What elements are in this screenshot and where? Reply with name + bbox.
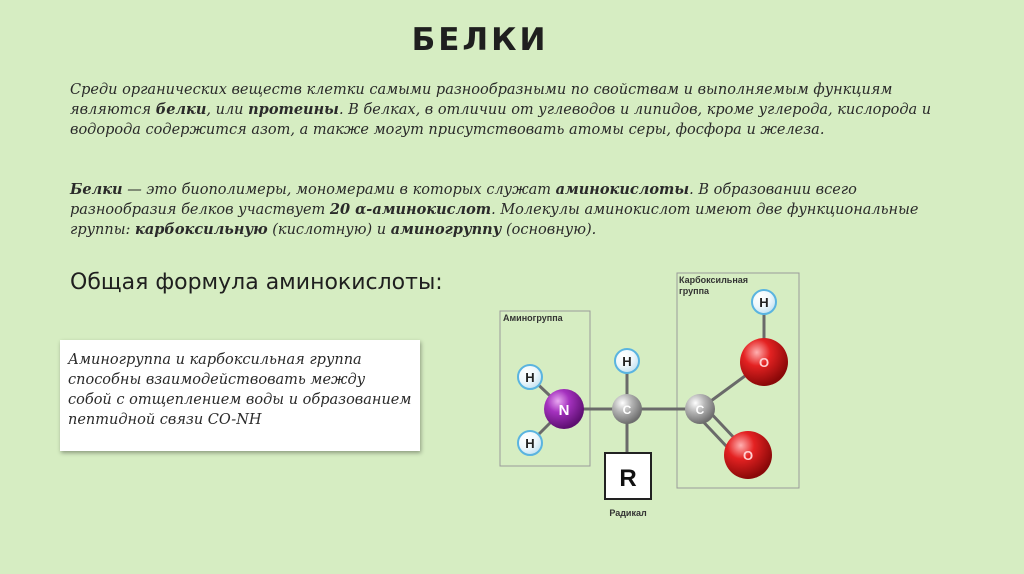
svg-text:H: H — [525, 436, 535, 451]
oxygen-atom-carbonyl — [724, 431, 772, 479]
amino-group-box — [500, 311, 590, 466]
definition-text-5: (основную). — [501, 222, 597, 238]
formula-subtitle: Общая формула аминокислоты: — [70, 270, 443, 295]
carboxyl-group-label-2: группа — [679, 286, 710, 296]
intro-paragraph — [70, 80, 950, 140]
definition-bold-1: Белки — [70, 181, 123, 198]
radical-symbol: R — [619, 465, 637, 492]
svg-text:N: N — [558, 402, 570, 419]
svg-text:H: H — [525, 370, 535, 385]
svg-text:H: H — [622, 354, 632, 369]
svg-text:C: C — [695, 403, 705, 417]
radical-label: Радикал — [609, 508, 647, 518]
definition-bold-5: аминогруппу — [390, 221, 502, 238]
definition-text-3: . Молекулы аминокислот имеют две функциональные группы: — [70, 202, 919, 238]
intro-text-3: . В белках, в отличии от углеводов и липидов, кроме углерода, кислорода и водорода содержится азот, а также могут присутствовать атомы серы, фосфора и железа. — [70, 102, 932, 138]
intro-text-1: Среди органических веществ клетки самыми разнообразными по свойствам и выполняемым функциям являются — [70, 82, 893, 118]
definition-bold-4: карбоксильную — [135, 221, 268, 238]
definition-paragraph — [70, 180, 950, 240]
definition-text-4: (кислотную) и — [267, 222, 391, 238]
intro-bold-proteins: белки — [155, 101, 207, 118]
carboxyl-group-label-1: Карбоксильная — [679, 275, 749, 285]
page-title: БЕЛКИ — [411, 22, 549, 58]
svg-text:O: O — [758, 355, 770, 370]
hydrogen-atom — [615, 349, 639, 373]
intro-bold-proteins-alt: протеины — [248, 101, 339, 118]
svg-text:C: C — [622, 403, 632, 417]
carbon-atom-alpha — [612, 394, 642, 424]
definition-bold-2: аминокислоты — [555, 181, 690, 198]
definition-bold-3: 20 α-аминокислот — [329, 201, 492, 218]
note-box: Аминогруппа и карбоксильная группа способны взаимодействовать между собой с отщеплением воды и образованием пептидной связи CO-NH — [60, 340, 420, 451]
bonds — [530, 302, 764, 455]
svg-text:H: H — [759, 295, 769, 310]
amino-group-label: Аминогруппа — [503, 313, 563, 323]
intro-text-2: , или — [206, 102, 249, 118]
nitrogen-atom — [544, 389, 584, 429]
hydrogen-atom — [518, 431, 542, 455]
hydrogen-atom — [518, 365, 542, 389]
hydrogen-atom — [752, 290, 776, 314]
definition-text-1: — это биополимеры, мономерами в которых служат — [122, 182, 556, 198]
definition-text-2: . В образовании всего разнообразия белков участвует — [70, 182, 857, 218]
carbon-atom-carboxyl — [685, 394, 715, 424]
svg-text:O: O — [742, 448, 754, 463]
oxygen-atom-hydroxyl — [740, 338, 788, 386]
amino-acid-diagram — [490, 265, 820, 530]
